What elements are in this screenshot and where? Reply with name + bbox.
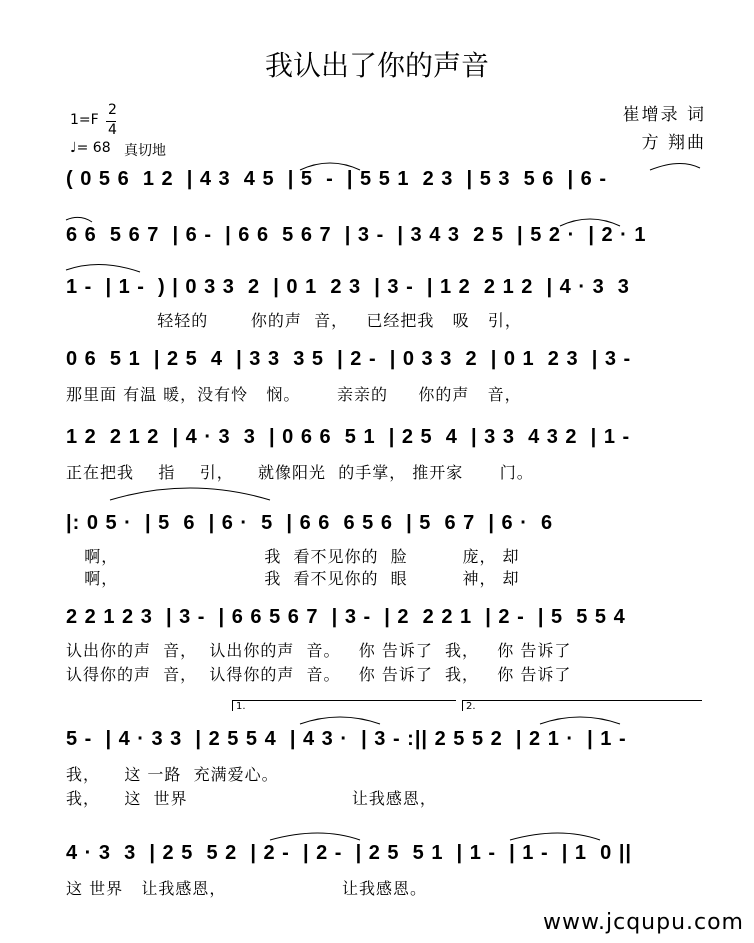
score-row-1-notes: ( 0 5 6 1 2 | 4 3 4 5 | 5 - | 5 5 1 2 3 | 5 3 5 6 | 6 - <box>66 168 608 190</box>
key-signature: 1=F <box>70 112 99 128</box>
score-row-7-lyrics-1: 认出你的声 音， 认出你的声 音。 你 告诉了 我， 你 告诉了 <box>66 641 572 660</box>
composer-credit: 方 翔曲 <box>641 133 706 153</box>
score-row-3-notes: 1 - | 1 - ) | 0 3 3 2 | 0 1 2 3 | 3 - | 1 2 2 1 2 | 4 · 3 3 <box>66 276 630 298</box>
lyricist-credit: 崔增录 词 <box>622 105 706 125</box>
score-row-6-lyrics-2: 啊， 我 看不见你的 眼 神， 却 <box>66 569 520 588</box>
score-row-9-notes: 4 · 3 3 | 2 5 5 2 | 2 - | 2 - | 2 5 5 1 | 1 - | 1 - | 1 0 || <box>66 842 633 864</box>
score-row-5-notes: 1 2 2 1 2 | 4 · 3 3 | 0 6 6 5 1 | 2 5 4 | 3 3 4 3 2 | 1 - <box>66 426 631 448</box>
time-signature-top: 2 <box>108 102 117 118</box>
score-row-3-lyrics-1: 轻轻的 你的声 音， 已经把我 吸 引， <box>66 311 522 330</box>
tempo-marking: ♩= 68 <box>70 140 111 156</box>
score-row-4-lyrics-1: 那里面 有温 暖，没有怜 悯。 亲亲的 你的声 音， <box>66 385 522 404</box>
score-row-7-lyrics-2: 认得你的声 音， 认得你的声 音。 你 告诉了 我， 你 告诉了 <box>66 665 572 684</box>
score-row-8-lyrics-2: 我， 这 世界 让我感恩， <box>66 789 437 808</box>
page-title: 我认出了你的声音 <box>264 49 489 82</box>
score-row-8-lyrics-1: 我， 这 一路 充满爱心。 <box>66 765 279 784</box>
expression-marking: 真切地 <box>124 143 166 159</box>
volta-second: 2. <box>462 700 702 711</box>
score-row-6-lyrics-1: 啊， 我 看不见你的 脸 庞， 却 <box>66 547 520 566</box>
score-row-8-notes: 5 - | 4 · 3 3 | 2 5 5 4 | 4 3 · | 3 - :|| 2 5 5 2 | 2 1 · | 1 - <box>66 728 627 750</box>
score-row-7-notes: 2 2 1 2 3 | 3 - | 6 6 5 6 7 | 3 - | 2 2 2 1 | 2 - | 5 5 5 4 <box>66 606 626 628</box>
volta-first: 1. <box>232 700 456 711</box>
time-signature-bottom: 4 <box>108 122 117 138</box>
score-row-9-lyrics-1: 这 世界 让我感恩， 让我感恩。 <box>66 879 427 898</box>
score-row-6-notes: |: 0 5 · | 5 6 | 6 · 5 | 6 6 6 5 6 | 5 6 7 | 6 · 6 <box>66 512 554 534</box>
score-row-5-lyrics-1: 正在把我 指 引， 就像阳光 的手掌， 推开家 门。 <box>66 463 534 482</box>
score-row-2-notes: 6 6 5 6 7 | 6 - | 6 6 5 6 7 | 3 - | 3 4 3 2 5 | 5 2 · | 2 · 1 <box>66 224 647 246</box>
score-row-4-notes: 0 6 5 1 | 2 5 4 | 3 3 3 5 | 2 - | 0 3 3 2 | 0 1 2 3 | 3 - <box>66 348 632 370</box>
watermark: www.jcqupu.com <box>543 910 744 935</box>
